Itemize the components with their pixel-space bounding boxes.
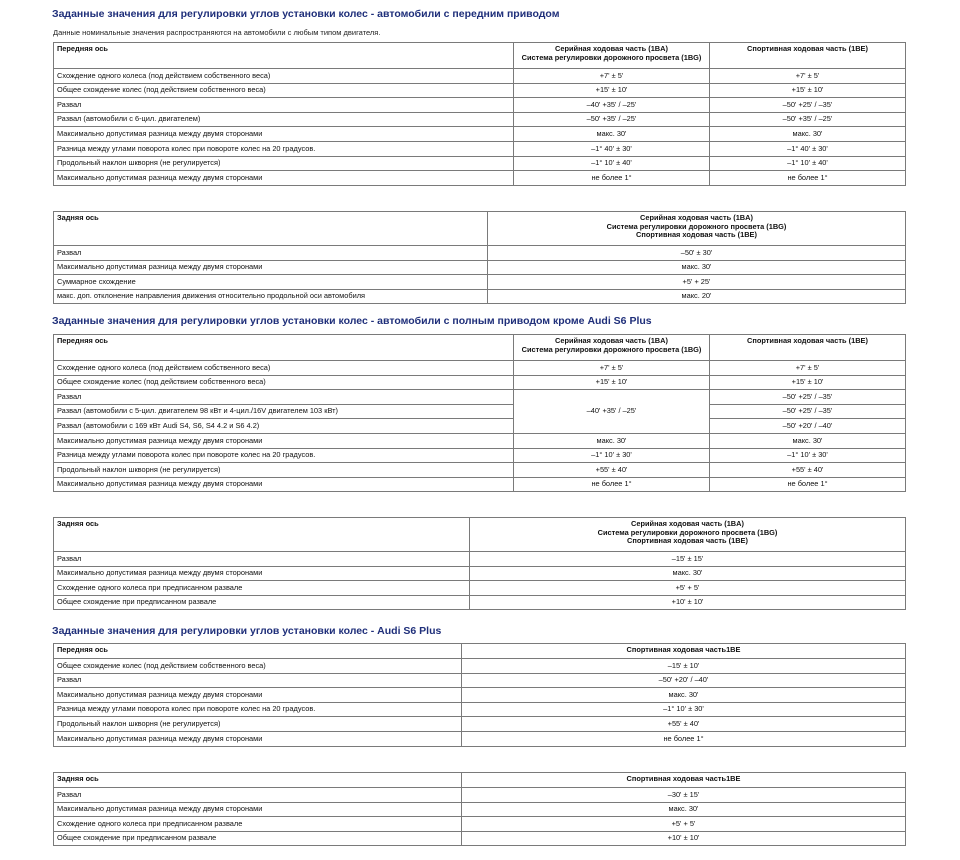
chassis-header: [462, 773, 906, 788]
chassis-header-line: Система регулировки дорожного просвета (1BG): [521, 344, 702, 354]
chassis-header-line: Спортивная ходовая часть1BE: [626, 645, 741, 654]
table-row: [54, 361, 906, 376]
parameter-label: Схождение одного колеса (под действием собственного веса): [54, 69, 514, 84]
table-row: [54, 552, 906, 567]
table-row: [54, 275, 906, 290]
table-row: [54, 831, 906, 846]
parameter-label: Максимально допустимая разница между двумя сторонами: [54, 127, 514, 142]
axle-header: Задняя ось: [54, 212, 488, 246]
parameter-value: не более 1°: [514, 171, 710, 186]
parameter-value: +15' ± 10': [710, 375, 906, 390]
parameter-value: –50' +35' / –25': [710, 112, 906, 127]
chassis-header-line: Серийная ходовая часть (1BA): [555, 44, 668, 53]
parameter-label: Развал: [54, 98, 514, 113]
parameter-value: –15' ± 15': [470, 552, 906, 567]
parameter-value: макс. 30': [514, 433, 710, 448]
front-axle-table-awd: [53, 334, 906, 492]
table-row: [54, 98, 906, 113]
parameter-label: Продольный наклон шкворня (не регулируется): [54, 463, 514, 478]
table-row: [54, 141, 906, 156]
parameter-value: –1° 40' ± 30': [710, 141, 906, 156]
parameter-label: Общее схождение колес (под действием собственного веса): [54, 659, 462, 674]
chassis-header-line: Спортивная ходовая часть (1BE): [747, 44, 868, 53]
section-title-s6-plus: Заданные значения для регулировки углов установки колес - Audi S6 Plus: [52, 625, 442, 637]
parameter-label: Разница между углами поворота колес при повороте колес на 20 градусов.: [54, 702, 462, 717]
section-title-awd: Заданные значения для регулировки углов установки колес - автомобили с полным приводом кроме Audi S6 Plus: [52, 315, 652, 327]
parameter-value: не более 1°: [710, 477, 906, 492]
table-row: [54, 717, 906, 732]
parameter-value: макс. 30': [462, 802, 906, 817]
parameter-label: Развал (автомобили с 5-цил. двигателем 98 кВт и 4-цил./16V двигателем 103 кВт): [54, 404, 514, 419]
table-row: [54, 688, 906, 703]
parameter-label: Общее схождение при предписанном развале: [54, 831, 462, 846]
table-row: [54, 375, 906, 390]
parameter-label: Развал: [54, 673, 462, 688]
parameter-value: +5' + 5': [462, 817, 906, 832]
parameter-label: Максимально допустимая разница между двумя сторонами: [54, 566, 470, 581]
parameter-value: макс. 20': [488, 289, 906, 304]
parameter-value: –1° 10' ± 40': [710, 156, 906, 171]
parameter-value: –1° 10' ± 30': [514, 448, 710, 463]
rear-axle-table-fwd: [53, 211, 906, 304]
parameter-value: макс. 30': [710, 433, 906, 448]
front-axle-table-fwd: [53, 42, 906, 186]
parameter-value: +10' ± 10': [462, 831, 906, 846]
parameter-value: –50' +25' / –35': [710, 404, 906, 419]
parameter-value: +55' ± 40': [462, 717, 906, 732]
parameter-value: +7' ± 5': [514, 69, 710, 84]
table-header-row: [54, 212, 906, 246]
table-row: [54, 788, 906, 803]
table-row: [54, 673, 906, 688]
parameter-value: –40' +35' / –25': [514, 98, 710, 113]
table-row: [54, 112, 906, 127]
front-axle-table-s6-plus: [53, 643, 906, 747]
parameter-value: +7' ± 5': [514, 361, 710, 376]
parameter-value: –1° 10' ± 30': [462, 702, 906, 717]
chassis-header-line: Система регулировки дорожного просвета (1BG): [521, 52, 702, 62]
chassis-header: [514, 335, 710, 361]
table-header-row: [54, 335, 906, 361]
parameter-value: +55' ± 40': [514, 463, 710, 478]
parameter-value: –50' ± 30': [488, 246, 906, 261]
chassis-header-line: Спортивная ходовая часть1BE: [626, 774, 741, 783]
parameter-value: –15' ± 10': [462, 659, 906, 674]
axle-header: Задняя ось: [54, 773, 462, 788]
table-row: [54, 171, 906, 186]
chassis-header: [514, 43, 710, 69]
table-row: [54, 246, 906, 261]
parameter-label: Общее схождение колес (под действием собственного веса): [54, 83, 514, 98]
parameter-label: Развал: [54, 552, 470, 567]
table-row: [54, 83, 906, 98]
parameter-value: макс. 30': [462, 688, 906, 703]
table-row: [54, 595, 906, 610]
table-row: [54, 419, 906, 434]
rear-axle-table-awd: [53, 517, 906, 610]
parameter-value: –1° 10' ± 30': [710, 448, 906, 463]
table-row: [54, 802, 906, 817]
table-row: [54, 69, 906, 84]
table-row: [54, 260, 906, 275]
parameter-value: –30' ± 15': [462, 788, 906, 803]
table-row: [54, 659, 906, 674]
parameter-value: не более 1°: [710, 171, 906, 186]
table-row: [54, 433, 906, 448]
parameter-label: Максимально допустимая разница между двумя сторонами: [54, 433, 514, 448]
parameter-value: не более 1°: [462, 731, 906, 746]
table-row: [54, 581, 906, 596]
chassis-header-line: Система регулировки дорожного просвета (1BG): [606, 221, 787, 231]
parameter-value: –50' +20' / –40': [710, 419, 906, 434]
table-header-row: [54, 43, 906, 69]
table-row: [54, 817, 906, 832]
parameter-label: Суммарное схождение: [54, 275, 488, 290]
table-row: [54, 156, 906, 171]
parameter-value: +10' ± 10': [470, 595, 906, 610]
table-row: [54, 566, 906, 581]
parameter-label: Развал: [54, 246, 488, 261]
parameter-value: –50' +35' / –25': [514, 112, 710, 127]
chassis-header-line: Серийная ходовая часть (1BA): [640, 213, 753, 222]
chassis-header: [710, 43, 906, 69]
chassis-header-line: Спортивная ходовая часть (1BE): [747, 336, 868, 345]
rear-axle-table-s6-plus: [53, 772, 906, 846]
axle-header: Задняя ось: [54, 518, 470, 552]
parameter-label: Продольный наклон шкворня (не регулируется): [54, 156, 514, 171]
parameter-value: –50' +20' / –40': [462, 673, 906, 688]
table-header-row: [54, 773, 906, 788]
parameter-label: Общее схождение при предписанном развале: [54, 595, 470, 610]
parameter-label: Развал (автомобили с 6-цил. двигателем): [54, 112, 514, 127]
parameter-value: макс. 30': [514, 127, 710, 142]
parameter-label: Развал (автомобили с 169 кВт Audi S4, S6, S4 4.2 и S6 4.2): [54, 419, 514, 434]
parameter-value: макс. 30': [488, 260, 906, 275]
parameter-label: макс. доп. отклонение направления движения относительно продольной оси автомобиля: [54, 289, 488, 304]
chassis-header-line: Система регулировки дорожного просвета (1BG): [597, 527, 778, 537]
chassis-header-line: Серийная ходовая часть (1BA): [555, 336, 668, 345]
parameter-label: Максимально допустимая разница между двумя сторонами: [54, 477, 514, 492]
parameter-value: –40' +35' / –25': [514, 390, 710, 434]
chassis-header-line: Спортивная ходовая часть (1BE): [627, 536, 748, 546]
parameter-value: +5' + 5': [470, 581, 906, 596]
parameter-label: Развал: [54, 788, 462, 803]
parameter-label: Схождение одного колеса (под действием собственного веса): [54, 361, 514, 376]
parameter-value: –1° 10' ± 40': [514, 156, 710, 171]
table-row: [54, 448, 906, 463]
parameter-value: макс. 30': [710, 127, 906, 142]
table-row: [54, 702, 906, 717]
parameter-value: +7' ± 5': [710, 361, 906, 376]
parameter-label: Максимально допустимая разница между двумя сторонами: [54, 688, 462, 703]
parameter-label: Максимально допустимая разница между двумя сторонами: [54, 260, 488, 275]
chassis-header-line: Спортивная ходовая часть (1BE): [636, 230, 757, 240]
chassis-header-line: Серийная ходовая часть (1BA): [631, 519, 744, 528]
parameter-label: Максимально допустимая разница между двумя сторонами: [54, 802, 462, 817]
parameter-value: не более 1°: [514, 477, 710, 492]
section-title-fwd: Заданные значения для регулировки углов установки колес - автомобили с передним приводом: [52, 8, 560, 20]
parameter-value: –50' +25' / –35': [710, 390, 906, 405]
chassis-header: [488, 212, 906, 246]
table-row: [54, 731, 906, 746]
table-header-row: [54, 644, 906, 659]
chassis-header: [710, 335, 906, 361]
parameter-label: Схождение одного колеса при предписанном развале: [54, 581, 470, 596]
parameter-label: Разница между углами поворота колес при повороте колес на 20 градусов.: [54, 448, 514, 463]
chassis-header: [470, 518, 906, 552]
parameter-value: +55' ± 40': [710, 463, 906, 478]
parameter-label: Схождение одного колеса при предписанном развале: [54, 817, 462, 832]
parameter-label: Максимально допустимая разница между двумя сторонами: [54, 731, 462, 746]
table-row: [54, 404, 906, 419]
parameter-value: +7' ± 5': [710, 69, 906, 84]
table-row: [54, 289, 906, 304]
table-header-row: [54, 518, 906, 552]
parameter-value: –50' +25' / –35': [710, 98, 906, 113]
parameter-label: Продольный наклон шкворня (не регулируется): [54, 717, 462, 732]
parameter-label: Разница между углами поворота колес при повороте колес на 20 градусов.: [54, 141, 514, 156]
table-row: [54, 127, 906, 142]
parameter-value: +5' + 25': [488, 275, 906, 290]
parameter-value: +15' ± 10': [710, 83, 906, 98]
parameter-label: Максимально допустимая разница между двумя сторонами: [54, 171, 514, 186]
table-row: [54, 463, 906, 478]
table-row: [54, 390, 906, 405]
axle-header: Передняя ось: [54, 335, 514, 361]
chassis-header: [462, 644, 906, 659]
axle-header: Передняя ось: [54, 644, 462, 659]
parameter-value: +15' ± 10': [514, 375, 710, 390]
parameter-value: +15' ± 10': [514, 83, 710, 98]
parameter-value: –1° 40' ± 30': [514, 141, 710, 156]
section-note: Данные номинальные значения распространяются на автомобили с любым типом двигателя.: [53, 28, 381, 37]
parameter-value: макс. 30': [470, 566, 906, 581]
table-row: [54, 477, 906, 492]
parameter-label: Развал: [54, 390, 514, 405]
axle-header: Передняя ось: [54, 43, 514, 69]
parameter-label: Общее схождение колес (под действием собственного веса): [54, 375, 514, 390]
